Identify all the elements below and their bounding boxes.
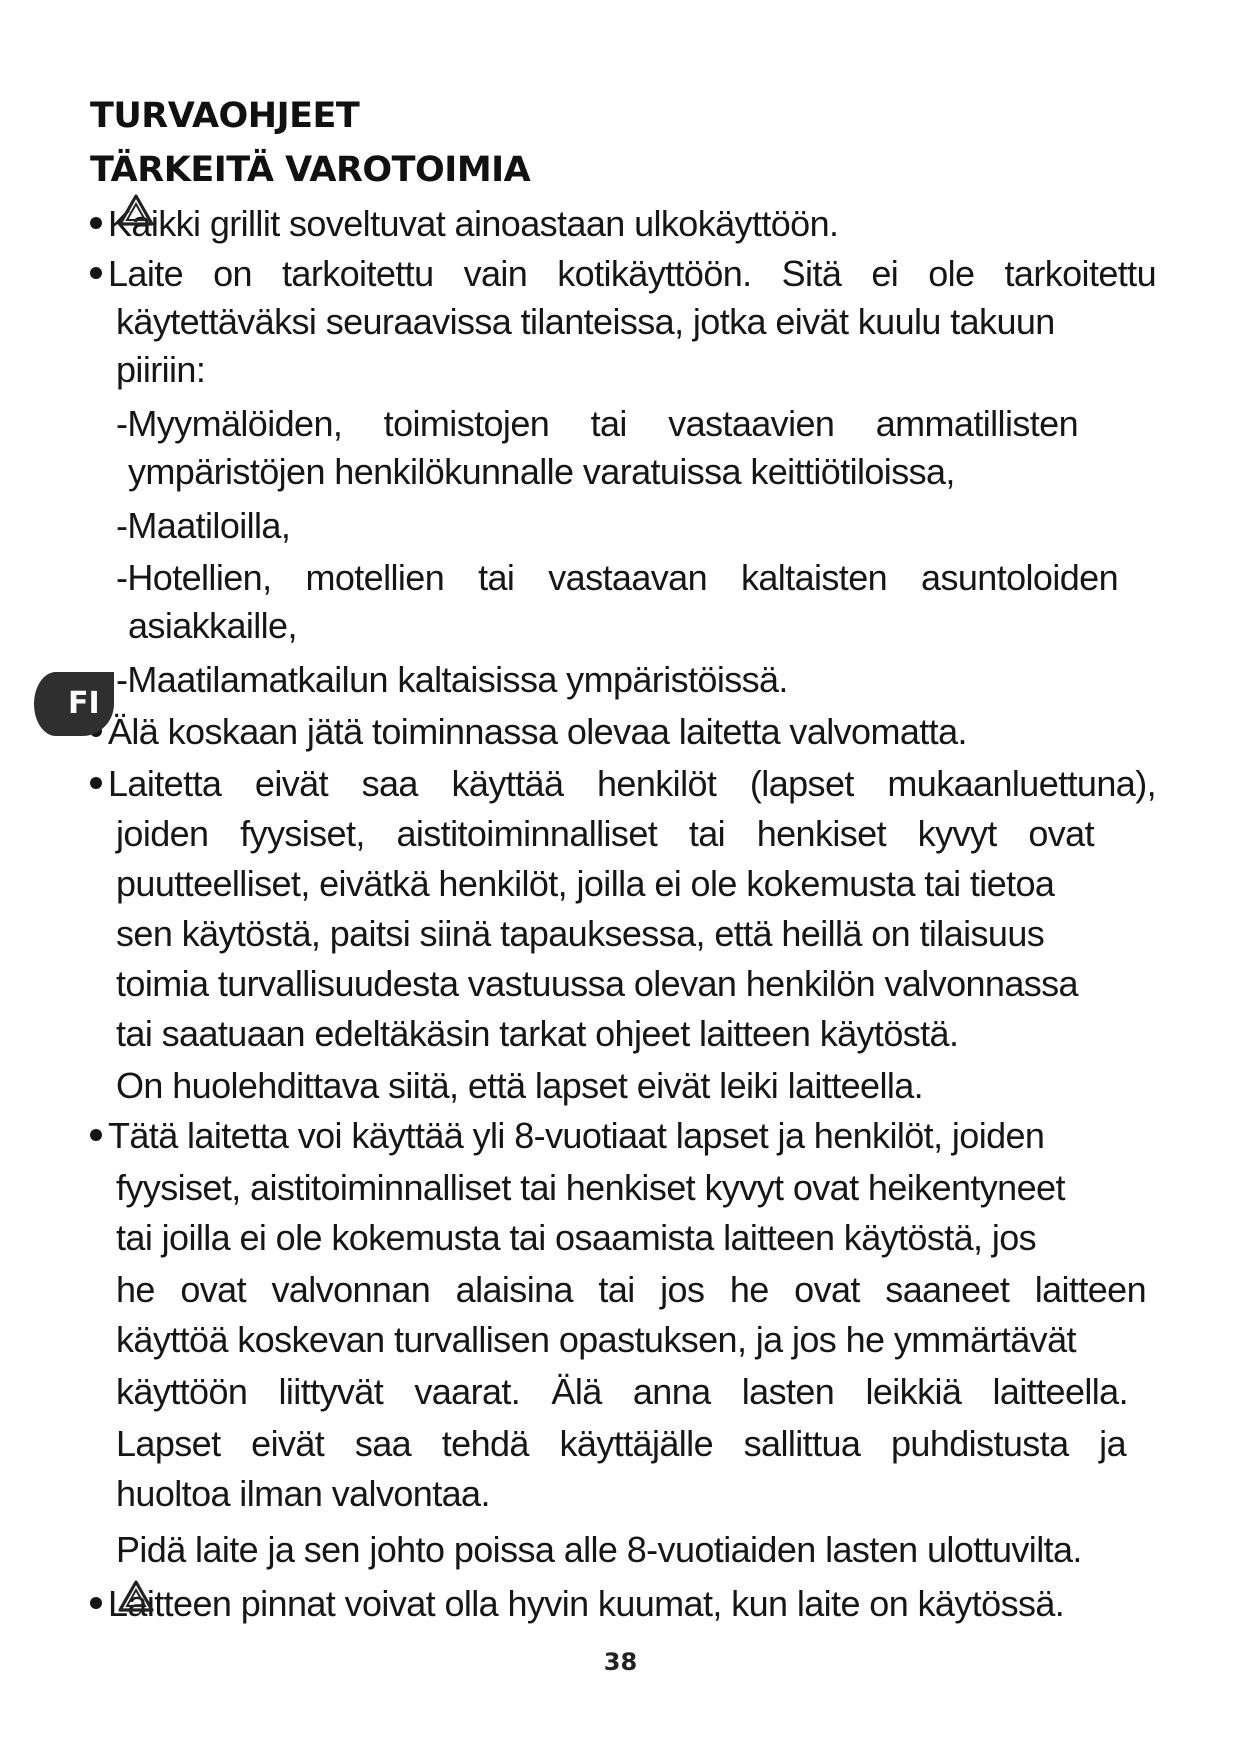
line-text: toimia turvallisuudesta vastuussa olevan henkilön valvonnassa (116, 963, 1078, 1004)
line-text: ympäristöjen henkilökunnalle varatuissa keittiötiloissa, (128, 451, 955, 492)
line-text: Pidä laite ja sen johto poissa alle 8-vuotiaiden lasten ulottuvilta. (116, 1529, 1082, 1570)
line-text: Lapset eivät saa tehdä käyttäjälle sallittua puhdistusta ja (116, 1423, 1126, 1464)
line-text: asiakkaille, (128, 605, 297, 646)
line-text: käytettäväksi seuraavissa tilanteissa, jotka eivät kuulu takuun (116, 301, 1055, 342)
line-text: he ovat valvonnan alaisina tai jos he ovat saaneet laitteen (116, 1269, 1146, 1310)
warning-triangle-icon (118, 1580, 154, 1612)
bullet-icon (90, 267, 102, 279)
line-text: sen käytöstä, paitsi siinä tapauksessa, että heillä on tilaisuus (116, 913, 1045, 954)
page-subtitle: TÄRKEITÄ VAROTOIMIA (90, 150, 531, 190)
line-text: -Maatilamatkailun kaltaisissa ympäristöissä. (116, 659, 788, 700)
line-text: käyttöä koskevan turvallisen opastuksen, ja jos he ymmärtävät (116, 1319, 1076, 1360)
language-tab: FI (34, 672, 114, 736)
line-text: käyttöön liittyvät vaarat. Älä anna lasten leikkiä laitteella. (116, 1371, 1128, 1412)
list-item (90, 1580, 1064, 1628)
page-number: 38 (603, 1648, 638, 1676)
line-text: Laitteen pinnat voivat olla hyvin kuumat, kun laite on käytössä. (108, 1583, 1065, 1624)
line-text: piiriin: (116, 349, 206, 390)
bullet-icon (90, 217, 102, 229)
line-text: -Maatiloilla, (116, 505, 291, 546)
line-text: Kaikki grillit soveltuvat ainoastaan ulkokäyttöön. (108, 203, 839, 244)
warning-triangle-icon (118, 194, 154, 226)
bullet-icon (90, 1129, 102, 1141)
line-text: tai saatuaan edeltäkäsin tarkat ohjeet laitteen käytöstä. (116, 1013, 959, 1054)
line-text: Tätä laitetta voi käyttää yli 8-vuotiaat lapset ja henkilöt, joiden (108, 1115, 1045, 1156)
line-text: tai joilla ei ole kokemusta tai osaamista laitteen käytöstä, jos (116, 1217, 1037, 1258)
list-item (90, 250, 1156, 298)
line-text: huoltoa ilman valvontaa. (116, 1473, 490, 1514)
line-text: puutteelliset, eivätkä henkilöt, joilla ei ole kokemusta tai tietoa (116, 863, 1055, 904)
line-text: Laitetta eivät saa käyttää henkilöt (lapset mukaanluettuna), (108, 763, 1156, 804)
list-item (90, 760, 1156, 808)
line-text: Älä koskaan jätä toiminnassa olevaa laitetta valvomatta. (108, 711, 967, 752)
bullet-icon (90, 777, 102, 789)
bullet-icon (90, 1597, 102, 1609)
line-text: -Hotellien, motellien tai vastaavan kaltaisten asuntoloiden (116, 557, 1118, 598)
list-item (90, 708, 967, 756)
list-item (90, 1112, 1044, 1160)
page-title: TURVAOHJEET (90, 96, 360, 136)
line-text: On huolehdittava siitä, että lapset eivät leiki laitteella. (116, 1065, 924, 1106)
list-item (90, 200, 838, 248)
line-text: joiden fyysiset, aistitoiminnalliset tai henkiset kyvyt ovat (116, 813, 1094, 854)
line-text: -Myymälöiden, toimistojen tai vastaavien ammatillisten (116, 403, 1078, 444)
line-text: Laite on tarkoitettu vain kotikäyttöön. Sitä ei ole tarkoitettu (108, 253, 1156, 294)
line-text: fyysiset, aistitoiminnalliset tai henkiset kyvyt ovat heikentyneet (116, 1167, 1065, 1208)
